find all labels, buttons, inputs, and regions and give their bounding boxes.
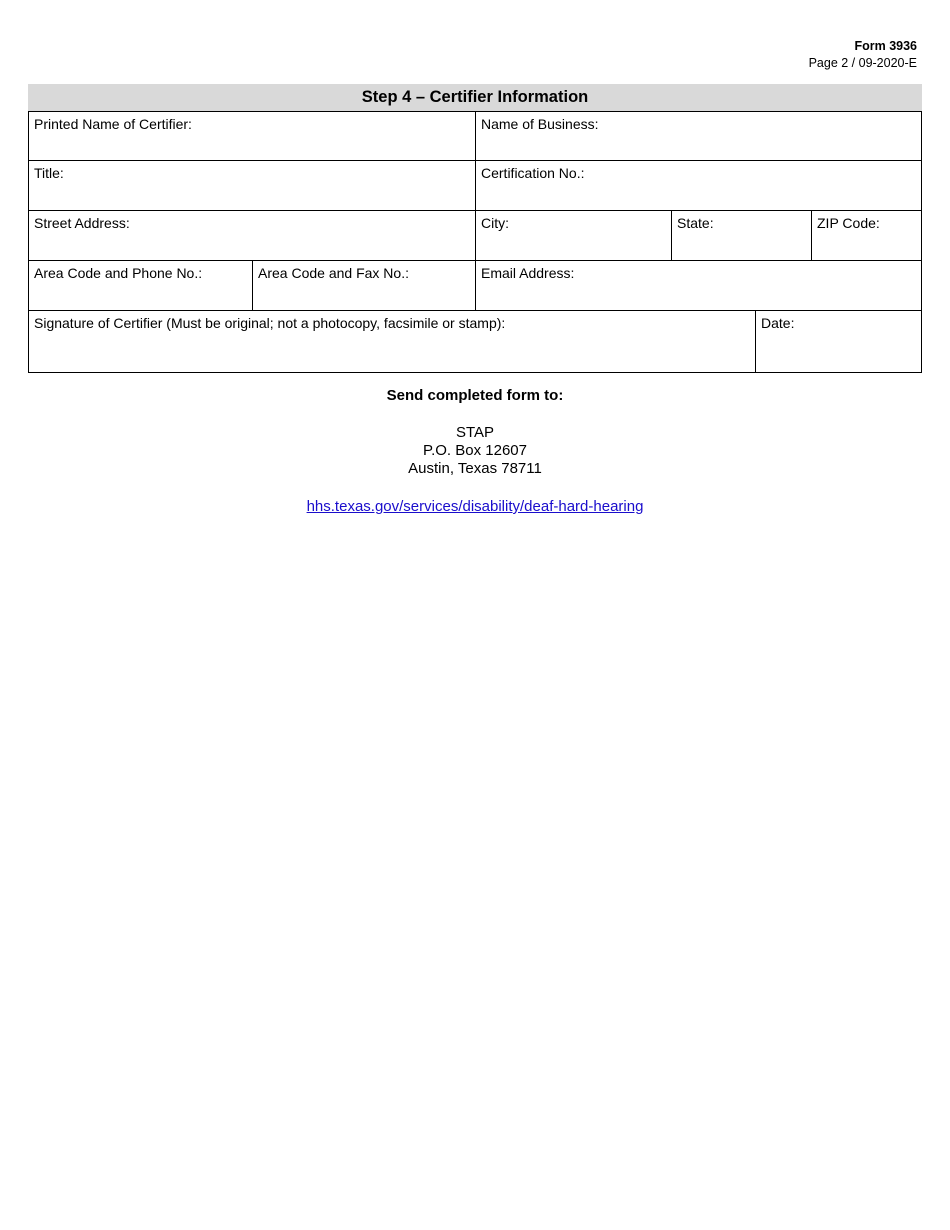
form-row-signature <box>28 311 922 373</box>
title-field[interactable]: Title: <box>29 161 476 210</box>
certification-number-field[interactable]: Certification No.: <box>481 165 585 181</box>
state-field[interactable]: State: <box>672 211 812 260</box>
signature-field[interactable]: Signature of Certifier (Must be original; not a photocopy, facsimile or stamp): <box>29 311 756 372</box>
city-field[interactable]: City: <box>476 211 672 260</box>
form-row-title <box>28 161 922 211</box>
website-link[interactable]: hhs.texas.gov/services/disability/deaf-hard-hearing <box>306 498 644 515</box>
section-title: Step 4 – Certifier Information <box>28 84 922 111</box>
printed-name-field[interactable]: Printed Name of Certifier: <box>29 112 476 160</box>
phone-field[interactable]: Area Code and Phone No.: <box>29 261 253 310</box>
page-header <box>809 38 917 72</box>
form-row-name <box>28 111 922 161</box>
email-field[interactable]: Email Address: <box>481 265 575 281</box>
zip-code-field[interactable]: ZIP Code: <box>817 215 880 231</box>
address-line: P.O. Box 12607 <box>423 442 527 459</box>
street-address-field[interactable]: Street Address: <box>29 211 476 260</box>
send-title: Send completed form to: <box>386 387 564 404</box>
certifier-form <box>28 111 922 373</box>
address-line: Austin, Texas 78711 <box>408 460 542 477</box>
form-row-contact <box>28 261 922 311</box>
date-field[interactable]: Date: <box>761 315 795 331</box>
address-line: STAP <box>455 424 495 441</box>
business-name-field[interactable]: Name of Business: <box>481 116 599 132</box>
mailing-address <box>0 424 950 478</box>
send-instructions <box>0 386 950 516</box>
page-info: Page 2 / 09-2020-E <box>808 56 917 70</box>
fax-field[interactable]: Area Code and Fax No.: <box>253 261 476 310</box>
form-row-address <box>28 211 922 261</box>
form-number: Form 3936 <box>854 39 917 53</box>
